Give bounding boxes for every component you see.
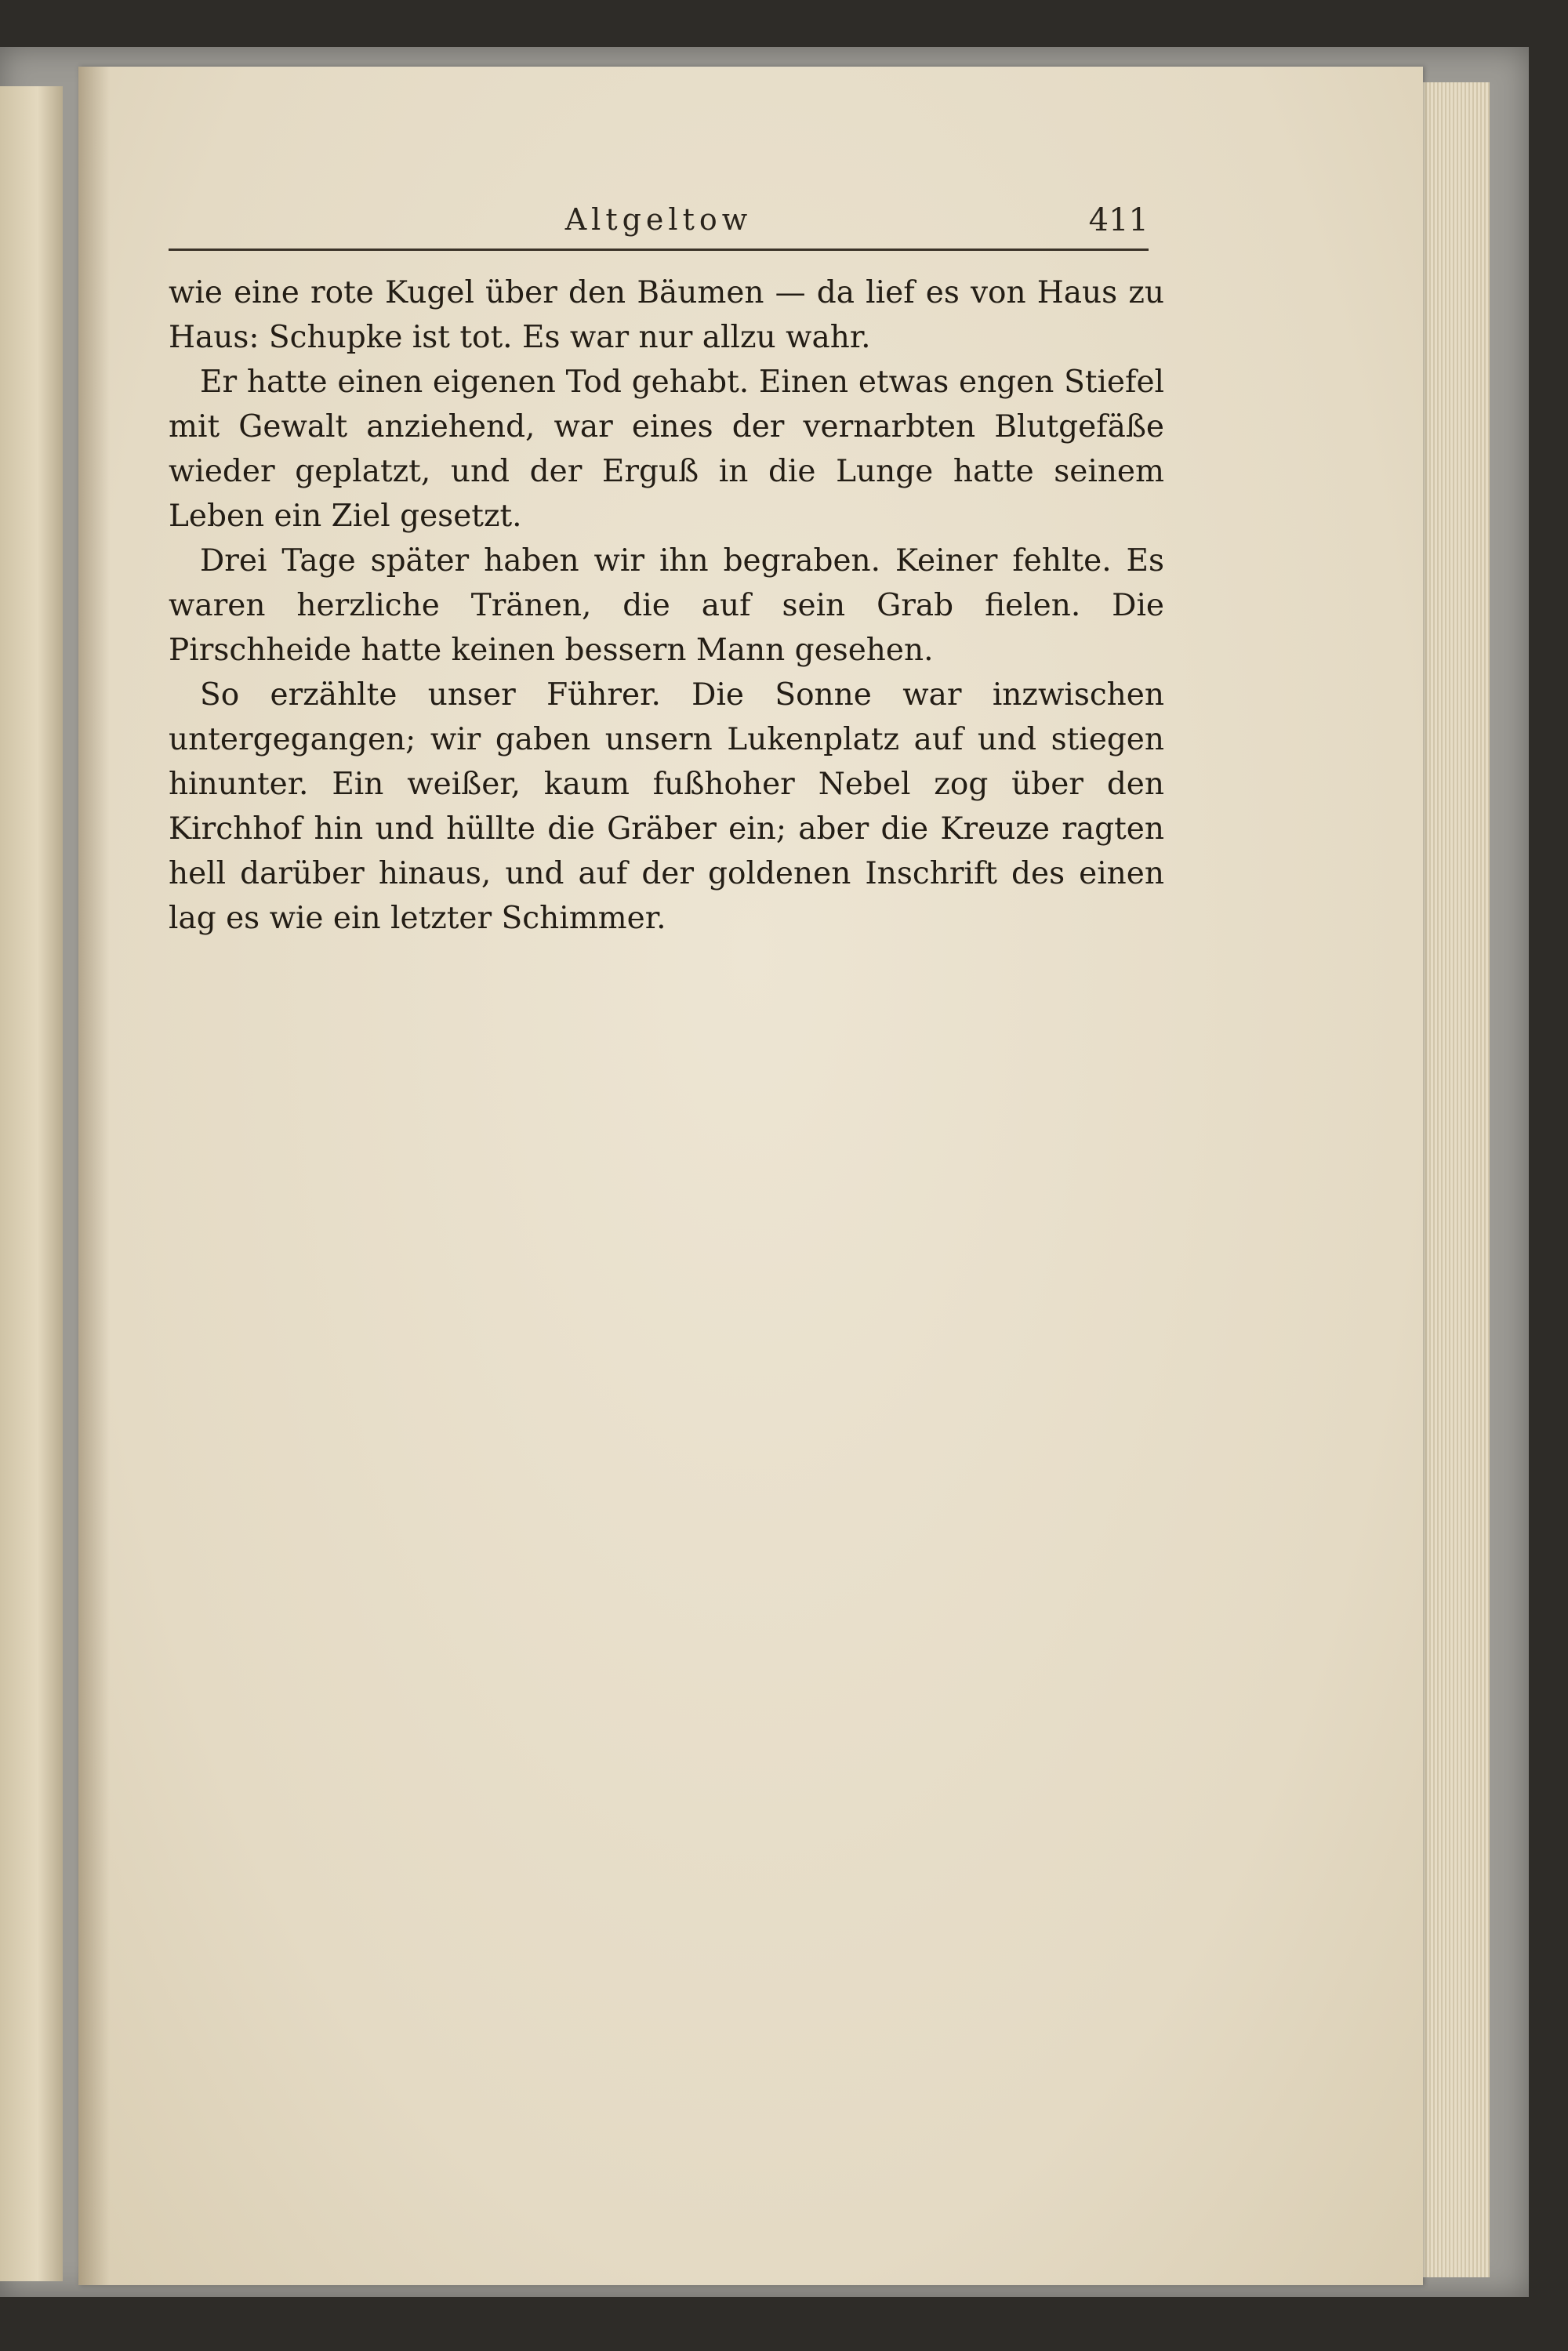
left-page-edge: [0, 86, 63, 2281]
paragraph: Drei Tage später haben wir ihn begraben. Keiner fehlte. Es waren herzliche Tränen, die auf sein Grab fielen. Die Pirschheide hatte keinen bessern Mann gesehen.: [169, 543, 1164, 668]
page-number: 411: [1088, 202, 1149, 238]
body-text: [169, 270, 1164, 941]
paragraph: So erzählte unser Führer. Die Sonne war inzwischen untergegangen; wir gaben unsern Lukenplatz auf und stiegen hinunter. Ein weißer, kaum fußhoher Nebel zog über den Kirchhof hin und hüllte die Gräber ein; aber die Kreuze ragten hell darüber hinaus, und auf der goldenen Inschrift des einen lag es wie ein letzter Schimmer.: [169, 677, 1164, 936]
page-gutter: [78, 67, 110, 2285]
paragraph: wie eine rote Kugel über den Bäumen — da lief es von Haus zu Haus: Schupke ist tot. Es war nur allzu wahr.: [169, 275, 1164, 355]
page-header: [169, 202, 1149, 249]
header-rule: [169, 249, 1149, 251]
paragraph: Er hatte einen eigenen Tod gehabt. Einen etwas engen Stiefel mit Gewalt anziehend, war eines der vernarbten Blutgefäße wieder geplatzt, und der Erguß in die Lunge hatte seinem Leben ein Ziel gesetzt.: [169, 365, 1164, 534]
running-title: Altgeltow: [564, 202, 753, 237]
